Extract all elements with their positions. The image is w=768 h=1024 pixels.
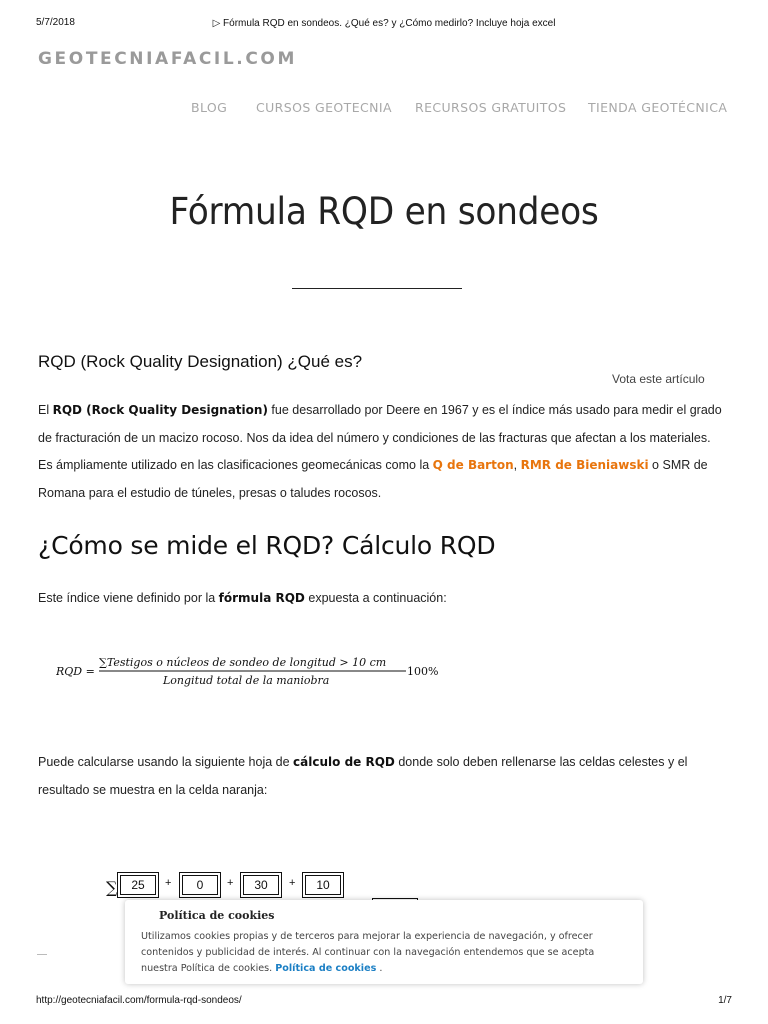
print-page-title: ▷ Fórmula RQD en sondeos. ¿Qué es? y ¿Cómo medirlo? Incluye hoja excel [212,18,556,29]
text-span: fue desarrollado por Deere en 1967 y es el índice más usado para medir el grado de fracturación de un macizo rocoso. Nos da idea del número y condiciones de las fracturas que afectan a los materiales. Es ámpliamente utilizado en las clasificaciones geomecánicas como la [38,403,722,472]
plus-sign: + [227,877,234,889]
formula-denominator: Longitud total de la maniobra [163,674,330,687]
text-span: , [513,458,521,472]
cookie-policy-link[interactable]: Política de cookies [275,963,377,974]
calc-cell-1[interactable]: 25 [117,872,159,898]
formula-suffix: 100% [407,665,439,678]
print-url: http://geotecniafacil.com/formula-rqd-sondeos/ [36,995,242,1006]
section-heading-calculo: ¿Cómo se mide el RQD? Cálculo RQD [38,531,496,560]
section-heading-rqd: RQD (Rock Quality Designation) ¿Qué es? [38,352,363,371]
formula-lhs: RQD = [56,665,95,678]
paragraph-rqd-intro [38,397,728,507]
rqd-formula-image [56,648,456,692]
text-span: Utilizamos cookies propias y de terceros para mejorar la experiencia de navegación, y ofrecer contenidos y publicidad de interés. Al continuar con la navegación entendemos que se acepta nuestra Política de cookies. [141,931,595,974]
text-span: expuesta a continuación: [304,591,447,605]
title-divider [292,288,462,289]
print-date: 5/7/2018 [36,17,75,28]
nav-item-cursos-geotecnia[interactable]: CURSOS GEOTECNIA [256,100,392,115]
cookie-notice [125,900,643,984]
calc-cell-4[interactable]: 10 [302,872,344,898]
bold-term-calculo: cálculo de RQD [293,755,395,769]
bold-term-rqd: RQD (Rock Quality Designation) [52,403,268,417]
text-span: . [376,963,383,974]
plus-sign: + [165,877,172,889]
plus-sign: + [289,877,296,889]
text-span: Este índice viene definido por la [38,591,219,605]
text-span: donde solo deben rellenarse las celdas celestes y el resultado se muestra en la celda naranja: [38,755,688,797]
formula-numerator: ∑Testigos o núcleos de sondeo de longitud > 10 cm [99,656,387,669]
site-logo[interactable]: GEOTECNIAFACIL.COM [38,49,297,69]
divider-dash [37,954,47,955]
calc-cell-2[interactable]: 0 [179,872,221,898]
calc-cell-3[interactable]: 30 [240,872,282,898]
paragraph-formula-intro [38,585,728,613]
nav-item-blog[interactable]: BLOG [191,100,228,115]
vote-article-label[interactable]: Vota este artículo [612,372,705,386]
sum-symbol: ∑ [106,878,118,897]
main-nav [0,100,768,120]
page-title: Fórmula RQD en sondeos [169,190,599,233]
text-span: El [38,403,53,417]
nav-item-tienda-geotecnica[interactable]: TIENDA GEOTÉCNICA [588,100,728,115]
text-span: Puede calcularse usando la siguiente hoja de [38,755,294,769]
paragraph-calc-sheet [38,749,728,804]
link-q-de-barton[interactable]: Q de Barton [432,458,514,472]
cookie-notice-text [141,929,631,977]
cookie-notice-title: Política de cookies [159,909,275,922]
nav-item-recursos-gratuitos[interactable]: RECURSOS GRATUITOS [415,100,567,115]
bold-term-formula: fórmula RQD [218,591,305,605]
text-span: o SMR de Romana para el estudio de túneles, presas o taludes rocosos. [38,458,708,500]
link-rmr-bieniawski[interactable]: RMR de Bieniawski [520,458,649,472]
print-page-number: 1/7 [718,995,732,1006]
